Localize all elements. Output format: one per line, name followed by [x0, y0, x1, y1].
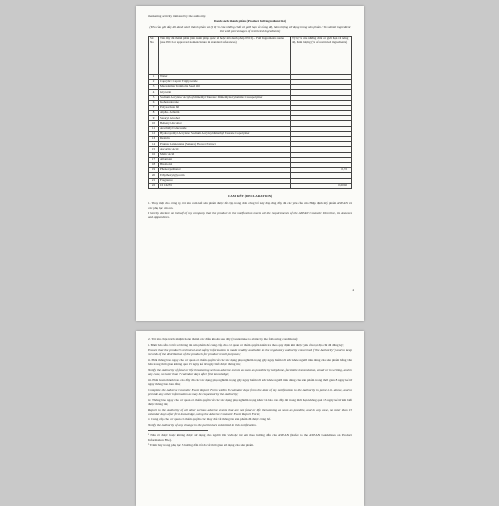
ingredient-number: 18 [149, 162, 159, 167]
section-title: Danh sách thành phần (Product full ingredient list) [214, 19, 286, 24]
ingredient-name: Bisabolol [159, 162, 291, 167]
ingredient-name: Macadamia Ternifolia Seed Oil [159, 85, 291, 90]
ingredient-name: Ascorbic Acid [159, 147, 291, 152]
ingredient-name: Water [159, 74, 291, 79]
table-header-row [149, 37, 352, 75]
header-stt: Stt No [149, 37, 159, 75]
ingredient-number: 13 [149, 137, 159, 142]
ingredient-percentage: 0,72 [291, 168, 352, 173]
header-percentage: Tỷ lệ % của những chất có giới hạn về nồng độ, hàm lượng (% of restricted ingredients) [291, 37, 352, 75]
condition-5-vi: v. Cung cấp cho cơ quan có thẩm quyền các thay đổi về thông tin sản phẩm đã được công bố. [148, 417, 271, 422]
declaration-title: CAM KẾT (DECLARATION) [227, 193, 273, 198]
ingredient-name: CI 16255 [159, 183, 291, 188]
lead-text: marketing activity initiated by the authority. [148, 14, 207, 18]
ingredient-number: 9 [149, 116, 159, 121]
header-ingredient-name: Tên đầy đủ thành phần (tên danh pháp quốc tế hoặc mã danh pháp INCI)... Full Ingredients name (use INCI or approved nomenclature in standard references) [159, 37, 291, 75]
ingredient-name: Malic Acid [159, 152, 291, 157]
ingredient-number: 8 [149, 111, 159, 116]
ingredient-number: 5 [149, 95, 159, 100]
ingredient-percentage: 0,0002 [291, 183, 352, 188]
ingredient-number: 1 [149, 74, 159, 79]
condition-3-en: Complete the Adverse Cosmetic Event Report Form within 8 calendar days from the date of my notification to the Authority in point 2.ii. above, and to provide any other information as may be requested by the Authority; [148, 387, 352, 397]
declaration-text-en: I hereby declare on behalf of my company that the product in the notification meets all the requirements of the ASEAN Cosmetic Directive, its Annexes and Appendices. [148, 210, 352, 220]
ingredient-number: 22 [149, 183, 159, 188]
ingredient-name: Fragrance [159, 178, 291, 183]
instruction-text: (Yêu cầu ghi đầy đủ danh sách thành phần và tỷ lệ % của những chất có giới hạn về nồng độ, hàm lượng sử dụng trong sản phẩm / To submit ingredient list with percentages of restricted ingredients) [149, 24, 351, 33]
ingredient-name: Behenyl Alcohol [159, 121, 291, 126]
ingredient-name: Allantoin [159, 157, 291, 162]
condition-4-vi: iv. Thông báo ngay cho cơ quan có thẩm quyền về các tác dụng phụ nghiêm trọng khác và báo cáo đầy đủ trong thời hạn không quá 15 ngày kể từ khi biết được thông tin; [148, 397, 352, 406]
ingredient-name: Hydroxyethyl Acrylate/ Sodium Acryloyldimethyl Taurate Copolymer [159, 131, 291, 136]
ingredient-number: 16 [149, 152, 159, 157]
ingredient-table [148, 36, 352, 189]
document-page-2 [136, 331, 364, 506]
ingredient-name: Sodium Acrylate/ Acryloyldimethyl Taurate/ Dimethylacrylamide Crosspolymer [159, 95, 291, 100]
ingredient-name: Glycerin [159, 90, 291, 95]
ingredient-name: Polysorbate 60 [159, 105, 291, 110]
footnote-2: ² Trình bày trong phụ lục 3 hướng dẫn tối đa về thời gian sử dụng của sản phẩm. [148, 443, 254, 448]
condition-1-en: Ensure that the product's technical and safety information is made readily available to the regulatory authority concerned ("the Authority") and to keep records of the distribution of the products for product recall purposes; [148, 348, 352, 357]
ingredient-number: 6 [149, 100, 159, 105]
ingredient-number: 20 [149, 173, 159, 178]
ingredient-number: 12 [149, 131, 159, 136]
ingredient-number: 14 [149, 142, 159, 147]
ingredient-name: Arachidyl Glucoside [159, 126, 291, 131]
condition-5-en: Notify the Authority of any change in the particulars submitted in this notification. [148, 423, 257, 428]
ingredient-number: 7 [149, 105, 159, 110]
ingredient-number: 19 [149, 168, 159, 173]
ingredient-number: 17 [149, 157, 159, 162]
ingredient-name: Caprylic/ Capric Triglyceride [159, 79, 291, 84]
ingredient-number: 21 [149, 178, 159, 183]
ingredient-number: 4 [149, 90, 159, 95]
ingredient-table-body [149, 74, 352, 188]
ingredient-name: Prunus Lannesiana (Sakura) Flower Extract [159, 142, 291, 147]
condition-3-vi: iii. Phải hoàn thành báo cáo đầy đủ các tác dụng phụ nghiêm trọng gây nguy hiểm tới sức khỏe người tiêu dùng của sản phẩm trong thời gian 8 ngày kể từ ngày thông báo ban đầu; [148, 377, 352, 387]
table-row [149, 183, 352, 188]
footnote-1: ¹ Nêu rõ được hoặc không được sử dụng cho người lớn và/hoặc trẻ em theo hướng dẫn của ASEAN (Refer to the ASEAN Guidelines on Product Information File). [148, 433, 352, 442]
condition-2-en: Notify the Authority of fatal or life threatening serious adverse events as soon as possible by telephone, facsimile transmission, email or in writing, and in any case, no later than 7 calendar days after first knowledge; [148, 367, 352, 377]
conditions-intro: 2. Tôi xin chịu trách nhiệm hoàn thành các điều khoản sau đây (I undertake to abide by the following conditions): [148, 337, 298, 341]
page-number: 4 [352, 288, 354, 292]
ingredient-number: 2 [149, 79, 159, 84]
ingredient-number: 3 [149, 85, 159, 90]
ingredient-name: Ethylhexylglycerin [159, 173, 291, 178]
condition-2-vi: ii. Phải thông báo ngay cho cơ quan có thẩm quyền về các tác dụng phụ nghiêm trọng gây nguy hiểm tới sức khỏe người tiêu dùng của sản phẩm bằng văn bản trong thời gian không quá 15 ngày kể từ ngày biết được thông tin; [148, 358, 352, 367]
ingredient-name: Dextrin [159, 137, 291, 142]
document-page-1 [136, 6, 364, 321]
condition-4-en: Report to the Authority of all other serious adverse events that are not fatal or life threatening as soon as possible, and in any case, no later than 15 calendar days after first knowledge, using the Adverse Cosmetic Event Report Form; [148, 407, 352, 416]
footnote-divider [148, 430, 208, 431]
ingredient-number: 15 [149, 147, 159, 152]
ingredient-name: Stearyl Alcohol [159, 116, 291, 121]
ingredient-name: Isohexadecane [159, 100, 291, 105]
ingredient-number: 10 [149, 121, 159, 126]
ingredient-name: Alpha- Arbutin [159, 111, 291, 116]
condition-1-vi: i. Đảm bảo sẵn có hồ sơ thông tin sản phẩm để cung cấp cho cơ quan có thẩm quyền kiểm tra theo quy định khi được yêu cầu tại địa chỉ đã đăng ký; [148, 342, 344, 347]
ingredient-number: 11 [149, 126, 159, 131]
ingredient-name: Phenoxyethanol [159, 168, 291, 173]
declaration-text-vi: 1. Thay mặt cho công ty, tôi xin cam kết sản phẩm được đề cập trong đơn công bố này đáp ứng đầy đủ các yêu cầu của Hiệp định mỹ phẩm ASEAN và các phụ lục của nó. [148, 201, 352, 210]
